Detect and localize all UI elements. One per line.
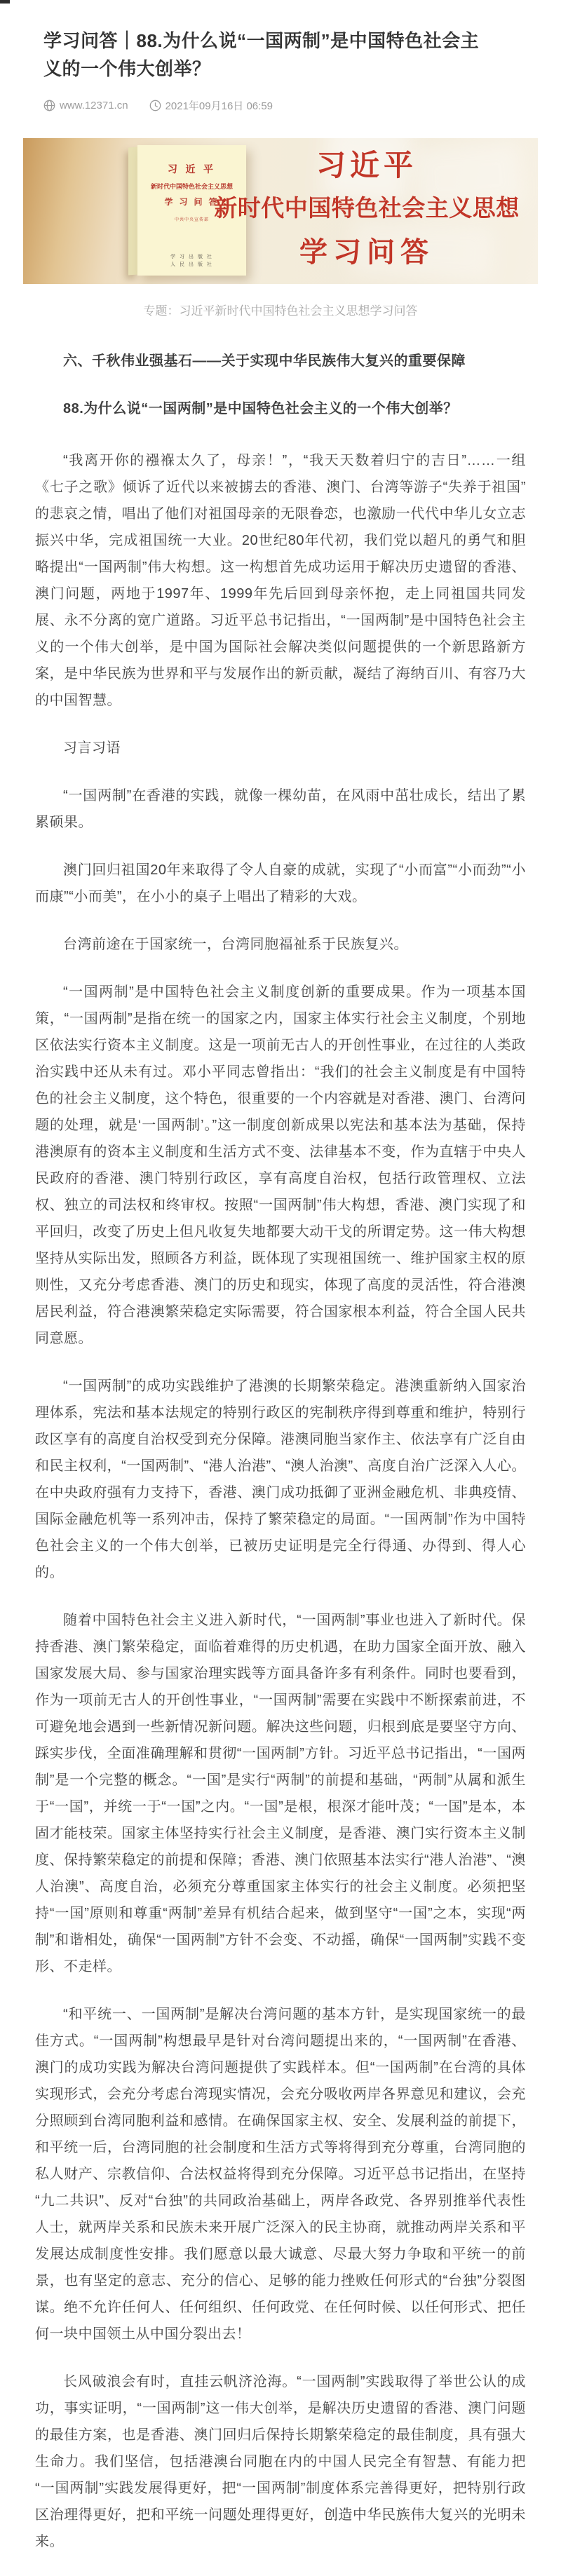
banner-headline-line2: 新时代中国特色社会主义思想 <box>214 195 520 221</box>
question-title: 88.为什么说“一国两制”是中国特色社会主义的一个伟大创举？ <box>63 401 458 416</box>
book-publisher-2: 人 民 出 版 社 <box>170 262 213 267</box>
book-spine <box>128 147 138 276</box>
article-paragraph: “我离开你的襁褓太久了，母亲！”，“我天天数着归宁的吉日”……一组《七子之歌》倾诉了近代以来被掳去的香港、澳门、台湾等游子“失养于祖国”的悲哀之情，唱出了他们对祖国母亲的无限眷恋，也激励一代代中华儿女立志振兴中华，完成祖国统一大业。20世纪80年代初，我们党以超凡的勇气和胆略提出“一国两制”伟大构想。这一构想首先成功运用于解决历史遗留的香港、澳门问题，两地于1997年、1999年先后回到母亲怀抱，走上同祖国共同发展、永不分离的宽广道路。习近平总书记指出，“一国两制”是中国特色社会主义的一个伟大创举，是中国为国际社会解决类似问题提供的一个新思路新方案，是中华民族为世界和平与发展作出的新贡献，凝结了海纳百川、有容乃大的中国智慧。 <box>35 453 526 708</box>
book-title-line2: 新时代中国特色社会主义思想 <box>150 183 233 190</box>
article-paragraph: “和平统一、一国两制”是解决台湾问题的基本方针，是实现国家统一的最佳方式。“一国两制”构想最早是针对台湾问题提出来的，“一国两制”在香港、澳门的成功实践为解决台湾问题提供了实践样本。但“一国两制”在台湾的具体实现形式，会充分考虑台湾现实情况，会充分吸收两岸各界意见和建议，会充分照顾到台湾同胞利益和感情。在确保国家主权、安全、发展利益的前提下，和平统一后，台湾同胞的社会制度和生活方式等将得到充分尊重，台湾同胞的私人财产、宗教信仰、合法权益将得到充分保障。习近平总书记指出，在坚持“九二共识”、反对“台独”的共同政治基础上，两岸各政党、各界别推举代表性人士，就两岸关系和民族未来开展广泛深入的民主协商，就推动两岸关系和平发展达成制度性安排。我们愿意以最大诚意、尽最大努力争取和平统一的前景，也有坚定的意志、充分的信心、足够的能力挫败任何形式的“台独”分裂图谋。绝不允许任何人、任何组织、任何政党、在任何时候、以任何形式、把任何一块中国领土从中国分裂出去！ <box>35 2007 526 2342</box>
article-paragraph: “一国两制”的成功实践维护了港澳的长期繁荣稳定。港澳重新纳入国家治理体系，宪法和基本法规定的特别行政区的宪制秩序得到尊重和维护，特别行政区享有的高度自治权受到充分保障。港澳同胞当家作主、依法享有广泛自由和民主权利，“一国两制”、“港人治港”、“澳人治澳”、高度自治广泛深入人心。在中央政府强有力支持下，香港、澳门成功抵御了亚洲金融危机、非典疫情、国际金融危机等一系列冲击，保持了繁荣稳定的局面。“一国两制”作为中国特色社会主义的一个伟大创举，已被历史证明是完全行得通、办得到、得人心的。 <box>35 1378 526 1580</box>
book-title-line1: 习 近 平 <box>168 165 216 175</box>
paragraph-list <box>35 447 526 2555</box>
article-paragraph: 长风破浪会有时，直挂云帆济沧海。“一国两制”实践取得了举世公认的成功，事实证明，“一国两制”这一伟大创举，是解决历史遗留的香港、澳门问题的最佳方案，也是香港、澳门回归后保持长期繁荣稳定的最佳制度，具有强大生命力。我们坚信，包括港澳台同胞在内的中国人民完全有智慧、有能力把“一国两制”实践发展得更好，把“一国两制”制度体系完善得更好，把特别行政区治理得更好，把和平统一问题处理得更好，创造中华民族伟大复兴的光明未来。 <box>35 2374 526 2549</box>
banner-image <box>23 138 538 284</box>
meta-datetime <box>149 98 273 113</box>
article-paragraph: 习言习语 <box>63 740 121 756</box>
banner-headline-line1: 习近平 <box>316 149 417 182</box>
book-title-line3: 学 习 问 答 <box>164 197 219 207</box>
article-paragraph: “一国两制”是中国特色社会主义制度创新的重要成果。作为一项基本国策，“一国两制”是指在统一的国家之内，国家主体实行社会主义制度，个别地区依法实行资本主义制度。这是一项前无古人的开创性事业，在过往的人类政治实践中还从未有过。邓小平同志曾指出：“我们的社会主义制度是有中国特色的社会主义制度，这个特色，很重要的一个内容就是对香港、澳门、台湾问题的处理，就是‘一国两制’。”这一制度创新成果以宪法和基本法为基础，保持港澳原有的资本主义制度和生活方式不变、法律基本不变，作为直辖于中央人民政府的香港、澳门特别行政区，享有高度自治权，包括行政管理权、立法权、独立的司法权和终审权。按照“一国两制”伟大构想，香港、澳门实现了和平回归，改变了历史上但凡收复失地都要大动干戈的所谓定势。这一伟大构想坚持从实际出发，照顾各方利益，既体现了实现祖国统一、维护国家主权的原则性，又充分考虑香港、澳门的历史和现实，体现了高度的灵活性，符合港澳居民利益，符合港澳繁荣稳定实际需要，符合国家根本利益，符合全国人民共同意愿。 <box>35 984 526 1346</box>
banner-caption-link[interactable]: 专题：习近平新时代中国特色社会主义思想学习问答 <box>143 304 418 318</box>
banner-headline-line3: 学习问答 <box>299 237 434 268</box>
book-publisher-1: 学 习 出 版 社 <box>170 255 213 259</box>
screenshot-edge-artifact <box>0 0 10 4</box>
book-publisher-label: 中共中央宣传部 <box>174 218 209 222</box>
article-meta <box>43 98 512 113</box>
section-header: 六、千秋伟业强基石——关于实现中华民族伟大复兴的重要保障 <box>63 353 466 369</box>
article-paragraph: “一国两制”在香港的实践，就像一棵幼苗，在风雨中茁壮成长，结出了累累硕果。 <box>35 788 526 830</box>
meta-source <box>43 100 128 111</box>
meta-source-text: www.12371.cn <box>60 100 128 111</box>
article-header <box>0 0 561 113</box>
article-paragraph: 台湾前途在于国家统一，台湾同胞福祉系于民族复兴。 <box>63 937 408 952</box>
clock-icon <box>149 100 161 111</box>
globe-icon <box>43 100 55 111</box>
article-body <box>0 351 561 2555</box>
article-paragraph: 随着中国特色社会主义进入新时代，“一国两制”事业也进入了新时代。保持香港、澳门繁荣稳定，面临着难得的历史机遇，在助力国家全面开放、融入国家发展大局、参与国家治理实践等方面具备许多有利条件。同时也要看到，作为一项前无古人的开创性事业，“一国两制”需要在实践中不断探索前进，不可避免地会遇到一些新情况新问题。解决这些问题，归根到底是要坚守方向、踩实步伐，全面准确理解和贯彻“一国两制”方针。习近平总书记指出，“一国两制”是一个完整的概念。“一国”是实行“两制”的前提和基础，“两制”从属和派生于“一国”，并统一于“一国”之内。“一国”是根，根深才能叶茂；“一国”是本，本固才能枝荣。国家主体坚持实行社会主义制度，是香港、澳门实行资本主义制度、保持繁荣稳定的前提和保障；香港、澳门依照基本法实行“港人治港”、“澳人治澳”、高度自治，必须充分尊重国家主体实行的社会主义制度。必须把坚持“一国”原则和尊重“两制”差异有机结合起来，做到坚守“一国”之本，实现“两制”和谐相处，确保“一国两制”方针不会变、不动摇，确保“一国两制”实践不变形、不走样。 <box>35 1613 526 1974</box>
meta-datetime-text: 2021年09月16日 06:59 <box>165 100 273 112</box>
article-paragraph: 澳门回归祖国20年来取得了令人自豪的成就，实现了“小而富”“小而劲”“小而康”“小而美”，在小小的桌子上唱出了精彩的大戏。 <box>35 862 526 904</box>
banner-headline <box>212 145 521 274</box>
page-title: 学习问答｜88.为什么说“一国两制”是中国特色社会主义的一个伟大创举？ <box>43 30 480 79</box>
